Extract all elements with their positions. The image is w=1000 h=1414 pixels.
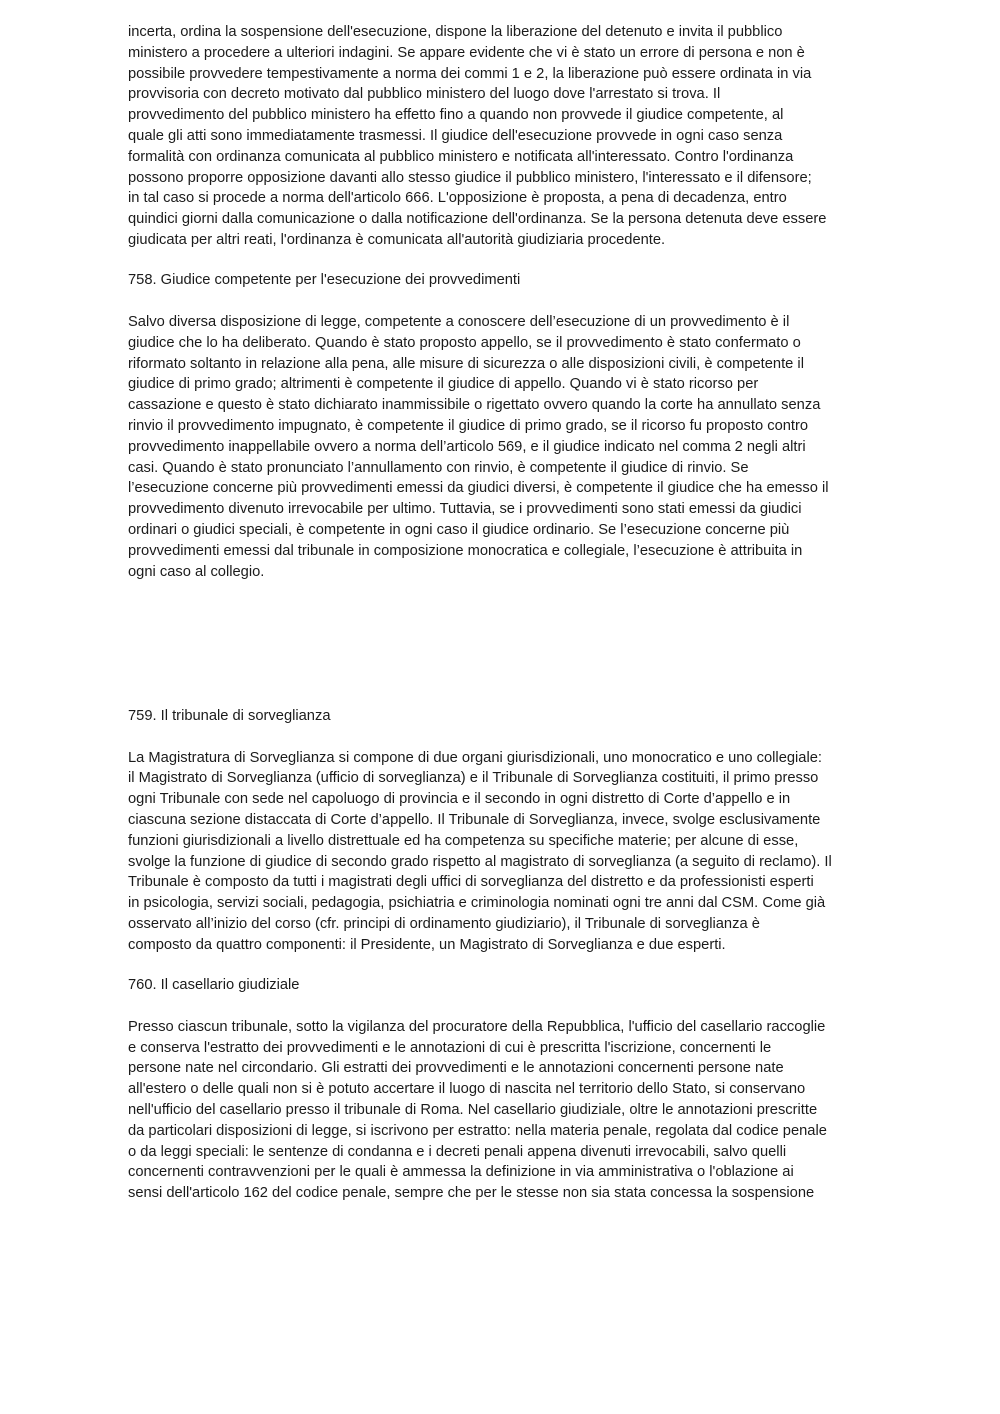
text-line: Salvo diversa disposizione di legge, competente a conoscere dell’esecuzione di un provvedimento è il <box>128 314 790 330</box>
text-line: La Magistratura di Sorveglianza si compone di due organi giurisdizionali, uno monocratico e uno collegiale: <box>128 750 822 766</box>
section-heading-759: 759. Il tribunale di sorveglianza <box>128 708 331 724</box>
text-line: all'estero o delle quali non si è potuto accertare il luogo di nascita nel territorio dello Stato, si conservano <box>128 1081 806 1097</box>
text-line: funzioni giurisdizionali a livello distrettuale ed ha competenza su specifiche materie; per alcune di esse, <box>128 833 799 849</box>
text-line: Presso ciascun tribunale, sotto la vigilanza del procuratore della Repubblica, l'ufficio del casellario raccoglie <box>128 1019 826 1035</box>
text-line: il Magistrato di Sorveglianza (ufficio di sorveglianza) e il Tribunale di Sorveglianza costituiti, il primo presso <box>128 770 819 786</box>
text-line: provvedimento inappellabile ovvero a norma dell’articolo 569, e il giudice indicato nel comma 2 negli altri <box>128 439 806 455</box>
text-line: provvedimenti emessi dal tribunale in composizione monocratica e collegiale, l’esecuzione è attribuita in <box>128 543 803 559</box>
text-line: giudice che lo ha deliberato. Quando è stato proposto appello, se il provvedimento è stato confermato o <box>128 335 801 351</box>
text-line: concernenti contravvenzioni per le quali è ammessa la definizione in via amministrativa o l'oblazione ai <box>128 1164 794 1180</box>
text-line: giudicata per altri reati, l'ordinanza è comunicata all'autorità giudiziaria procedente. <box>128 232 666 248</box>
text-line: ciascuna sezione distaccata di Corte d’appello. Il Tribunale di Sorveglianza, invece, svolge esclusivamente <box>128 812 821 828</box>
text-line: Tribunale è composto da tutti i magistrati degli uffici di sorveglianza del distretto e da professionisti esperti <box>128 874 814 890</box>
text-line: quindici giorni dalla comunicazione o dalla notificazione dell'ordinanza. Se la persona detenuta deve essere <box>128 211 827 227</box>
text-line: ordinari o giudici speciali, è competente in ogni caso il giudice ordinario. Se l’esecuzione concerne più <box>128 522 790 538</box>
text-line: in tal caso si procede a norma dell'articolo 666. L'opposizione è proposta, a pena di decadenza, entro <box>128 190 787 206</box>
text-line: osservato all’inizio del corso (cfr. principi di ordinamento giudiziario), il Tribunale di sorveglianza è <box>128 916 760 932</box>
text-line: giudice di primo grado; altrimenti è competente il giudice di appello. Quando vi è stato ricorso per <box>128 376 759 392</box>
text-line: da particolari disposizioni di legge, si iscrivono per estratto: nella materia penale, regolata dal codice penale <box>128 1123 827 1139</box>
text-line: composto da quattro componenti: il Presidente, un Magistrato di Sorveglianza e due esperti. <box>128 937 726 953</box>
text-line: provvedimento del pubblico ministero ha effetto fino a quando non provvede il giudice competente, al <box>128 107 784 123</box>
text-line: in psicologia, servizi sociali, pedagogia, psichiatria e criminologia nominati ogni tre anni dal CSM. Come già <box>128 895 826 911</box>
section-heading-760: 760. Il casellario giudiziale <box>128 977 300 993</box>
text-line: ogni caso al collegio. <box>128 564 265 580</box>
text-line: l’esecuzione concerne più provvedimenti emessi da giudici diversi, è competente il giudice che ha emesso il <box>128 480 829 496</box>
text-line: quale gli atti sono immediatamente trasmessi. Il giudice dell'esecuzione provvede in ogni caso senza <box>128 128 783 144</box>
text-line: e conserva l'estratto dei provvedimenti e le annotazioni di cui è prescritta l'iscrizione, concernenti le <box>128 1040 772 1056</box>
text-line: possibile provvedere tempestivamente a norma dei commi 1 e 2, la liberazione può essere ordinata in via <box>128 66 812 82</box>
text-line: ministero a procedere a ulteriori indagini. Se appare evidente che vi è stato un errore di persona e non è <box>128 45 805 61</box>
text-line: sensi dell'articolo 162 del codice penale, sempre che per le stesse non sia stata concessa la sospensione <box>128 1185 815 1201</box>
text-line: riformato soltanto in relazione alla pena, alle misure di sicurezza o alle disposizioni civili, è competente il <box>128 356 804 372</box>
text-line: persone nate nel circondario. Gli estratti dei provvedimenti e le annotazioni concernenti persone nate <box>128 1060 784 1076</box>
text-line: incerta, ordina la sospensione dell'esecuzione, dispone la liberazione del detenuto e invita il pubblico <box>128 24 783 40</box>
text-line: provvedimento divenuto irrevocabile per ultimo. Tuttavia, se i provvedimenti sono stati emessi da giudici <box>128 501 802 517</box>
section-heading-758: 758. Giudice competente per l'esecuzione dei provvedimenti <box>128 272 521 288</box>
text-line: rinvio il provvedimento impugnato, è competente il giudice di primo grado, se il ricorso fu proposto contro <box>128 418 809 434</box>
text-line: o da leggi speciali: le sentenze di condanna e i decreti penali appena divenuti irrevocabili, salvo quelli <box>128 1144 787 1160</box>
text-line: cassazione e questo è stato dichiarato inammissibile o rigettato ovvero quando la corte ha annullato senza <box>128 397 821 413</box>
text-line: casi. Quando è stato pronunciato l’annullamento con rinvio, è competente il giudice di rinvio. Se <box>128 460 749 476</box>
text-line: provvisoria con decreto motivato dal pubblico ministero del luogo dove l'arrestato si trova. Il <box>128 86 721 102</box>
text-line: possono proporre opposizione davanti allo stesso giudice il pubblico ministero, l'interessato e il difensore; <box>128 170 812 186</box>
text-line: svolge la funzione di giudice di secondo grado rispetto al magistrato di sorveglianza (a seguito di reclamo). Il <box>128 854 832 870</box>
text-line: formalità con ordinanza comunicata al pubblico ministero e notificata all'interessato. Contro l'ordinanza <box>128 149 794 165</box>
text-line: nell'ufficio del casellario presso il tribunale di Roma. Nel casellario giudiziale, oltre le annotazioni prescritte <box>128 1102 818 1118</box>
text-line: ogni Tribunale con sede nel capoluogo di provincia e il secondo in ogni distretto di Corte d’appello e in <box>128 791 791 807</box>
